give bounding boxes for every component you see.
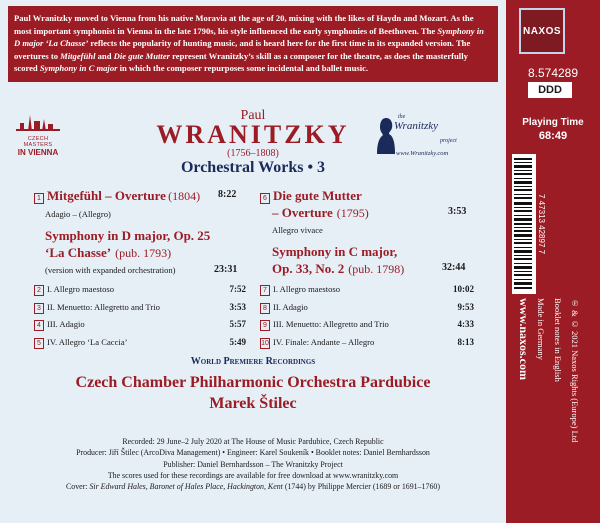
intro-text-3: and [95, 50, 114, 61]
symphony-d-year: (pub. 1793) [115, 246, 172, 260]
movement-duration: 4:33 [457, 319, 474, 329]
movement-duration: 5:49 [229, 336, 246, 347]
logo-the: the [398, 114, 406, 120]
symphony-d-title-1: Symphony in D major, Op. 25 [45, 228, 211, 243]
movement-label: II. Adagio [273, 301, 308, 312]
movement-row [34, 284, 114, 296]
movement-number: 9 [260, 320, 270, 331]
naxos-logo [519, 8, 565, 54]
album-title: Orchestral Works • 3 [180, 159, 326, 176]
credit-cover [4, 481, 502, 492]
movement-row [260, 302, 308, 314]
symphony-d-duration: 23:31 [214, 264, 238, 275]
movement-number: 2 [34, 285, 44, 296]
track-6-year: (1795) [336, 206, 369, 220]
composer-first-name: Paul [240, 108, 266, 123]
track-number: 6 [260, 193, 270, 204]
track-1 [34, 188, 200, 204]
movement-label: IV. Finale: Andante – Allegro [273, 336, 375, 347]
naxos-logo-text: NAXOS [522, 25, 562, 37]
barcode-icon [512, 154, 536, 294]
wranitzky-url[interactable]: www.Wranitzky.com [396, 150, 449, 157]
movement-row [34, 302, 160, 314]
orchestra-name: Czech Chamber Philharmonic Orchestra Pardubice [75, 374, 431, 391]
credit-recorded: Recorded: 29 June–2 July 2020 at The House of Music Pardubice, Czech Republic [122, 437, 384, 446]
track-title: Mitgefühl – Overture [47, 188, 166, 203]
track-1-tempo: Adagio – (Allegro) [45, 209, 111, 219]
movement-number: 8 [260, 303, 270, 314]
movement-duration: 9:53 [457, 301, 474, 312]
movement-row [260, 319, 389, 331]
intro-text-1: Paul Wranitzky moved to Vienna from his native Moravia at the age of 20, mixing with the likes of Haydn and Mozart. As the most important symphonist in Vienna in the late 1790s, his style influenced the early symphonies of Beethoven. The [14, 13, 474, 36]
intro-text-4: represent Wranitzky’s skill as a composer for the theatre, as does the masterfully scored [14, 50, 468, 73]
credit-producer: Producer: Jiří Štilec (ArcoDiva Management) • Engineer: Karel Soukeník • Booklet notes: Daniel Bernhardsson [76, 448, 430, 458]
symphony-c-year: (pub. 1798) [348, 262, 405, 276]
made-in: Made in Germany [536, 298, 546, 360]
movement-row [260, 337, 374, 349]
intro-italic-1: Symphony in D major ‘La Chasse’ [14, 25, 484, 48]
symphony-c-title-line2 [272, 260, 404, 278]
wranitzky-signature: Wranitzky [394, 120, 438, 132]
movement-label: I. Allegro maestoso [273, 284, 341, 294]
movement-label: II. Menuetto: Allegretto and Trio [47, 301, 160, 312]
symphony-d-title-line2 [45, 244, 171, 262]
movement-number: 3 [34, 303, 44, 314]
track-6-duration: 3:53 [448, 206, 467, 217]
composer-last-name: WRANITZKY [156, 120, 350, 149]
intro-text [8, 6, 498, 82]
premiere-label: World Premiere Recordings [190, 356, 316, 367]
movement-duration: 5:57 [229, 319, 246, 329]
intro-italic-3: Die gute Mutter [113, 50, 170, 61]
playing-time-value: 68:49 [538, 130, 568, 142]
credit-scores: The scores used for these recordings are available for free download at www.wranitzky.com [107, 470, 399, 480]
movement-label: I. Allegro maestoso [47, 284, 115, 294]
logo-project: project [440, 138, 457, 144]
intro-italic-4: Symphony in C major [39, 63, 118, 73]
movement-duration: 3:53 [229, 301, 246, 312]
movement-duration: 10:02 [453, 284, 474, 294]
ddd-badge: DDD [528, 82, 572, 98]
symphony-c-title-1: Symphony in C major, [272, 244, 398, 259]
movement-number: 4 [34, 320, 44, 331]
rights-notice: ℗ & © 2021 Naxos Rights (Europe) Ltd [570, 298, 580, 443]
track-title: Die gute Mutter [273, 188, 362, 203]
symphony-d-note: (version with expanded orchestration) [45, 265, 176, 275]
movement-row [34, 319, 85, 331]
booklet-notes: Booklet notes in English [553, 298, 563, 382]
movement-number: 7 [260, 285, 270, 296]
track-6 [260, 188, 362, 204]
movement-label: IV. Allegro ‘La Caccia’ [47, 336, 128, 347]
playing-time-label: Playing Time [522, 117, 584, 128]
czech-masters-line2: IN VIENNA [17, 148, 59, 157]
conductor-name: Marek Štilec [209, 395, 297, 412]
movement-duration: 8:13 [457, 336, 474, 347]
credit-cover-suffix: (1744) by Philippe Mercier (1689 or 1691–1760) [282, 482, 440, 492]
track-6-tempo: Allegro vivace [272, 225, 323, 235]
movement-row [260, 284, 340, 296]
catalog-number: 8.574289 [527, 66, 579, 80]
intro-italic-2: Mitgefühl [60, 50, 96, 61]
barcode-digits: 7 47313 42897 7 [537, 193, 546, 255]
movement-number: 5 [34, 338, 44, 349]
movement-row [34, 337, 128, 349]
movement-label: III. Menuetto: Allegretto and Trio [273, 319, 389, 329]
barcode [512, 154, 536, 294]
composer-dates: (1756–1808) [227, 148, 279, 159]
track-1-duration: 8:22 [218, 189, 237, 200]
credit-cover-prefix: Cover: [66, 482, 90, 492]
credit-publisher: Publisher: Daniel Bernhardsson – The Wranitzky Project [163, 459, 343, 469]
movement-number: 10 [261, 339, 269, 347]
movement-label: III. Adagio [47, 319, 85, 329]
credits [4, 436, 502, 492]
movement-duration: 7:52 [229, 284, 246, 294]
track-6-title-2: – Overture [272, 205, 333, 220]
czech-masters-line1: CZECH MASTERS [23, 136, 53, 148]
intro-text-2: reflects the popularity of hunting music, and is heard here for the first time in its expanded version. The overtures to [14, 38, 471, 61]
credit-cover-title: Sir Edward Hales, Baronet of Hales Place, Hackington, Kent [89, 482, 283, 492]
track-year: (1804) [168, 189, 201, 203]
symphony-c-duration: 32:44 [442, 262, 466, 273]
symphony-c-title-2: Op. 33, No. 2 [272, 261, 345, 276]
track-6-line2 [272, 204, 369, 222]
intro-text-5: in which the composer repurposes some incidental and ballet music. [117, 63, 369, 73]
spine-text [518, 298, 582, 518]
naxos-url[interactable]: www.naxos.com [517, 298, 531, 381]
track-number: 1 [34, 193, 44, 204]
symphony-d-title-2: ‘La Chasse’ [45, 245, 112, 260]
